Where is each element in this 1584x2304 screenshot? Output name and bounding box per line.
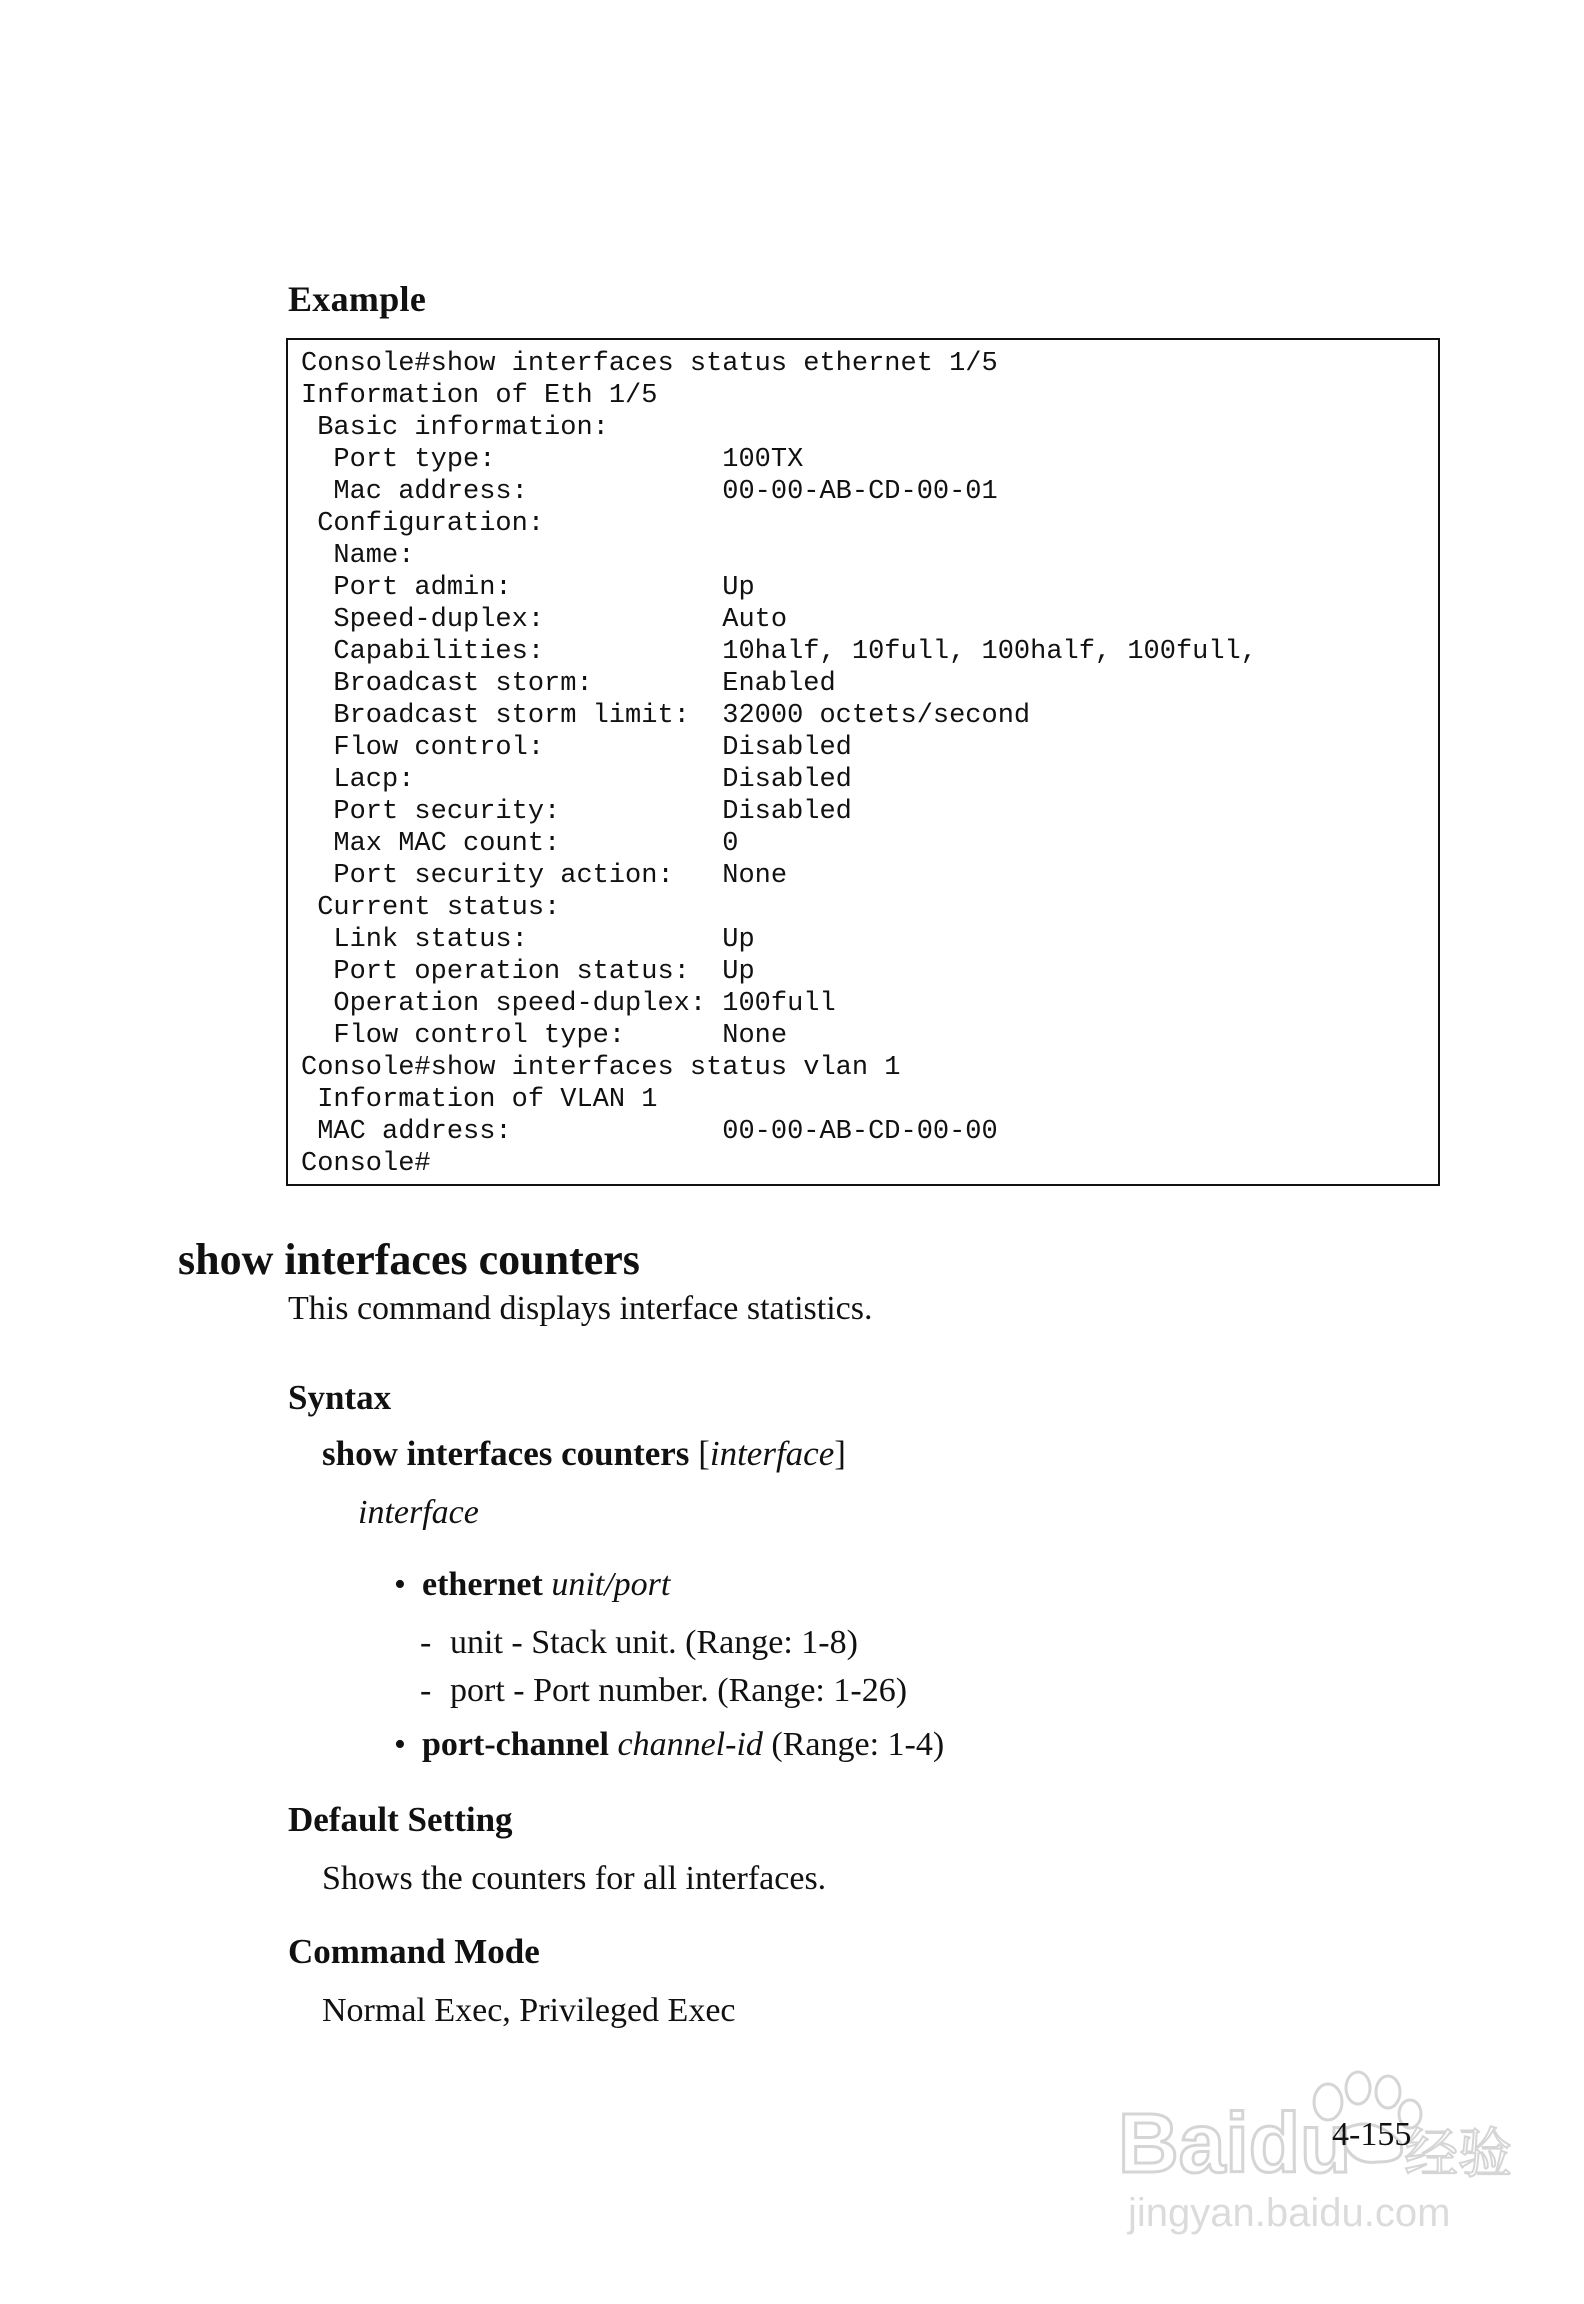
watermark-suffix: 经验	[1404, 2124, 1512, 2184]
watermark-url: jingyan.baidu.com	[1128, 2191, 1451, 2235]
command-mode-heading: Command Mode	[288, 1932, 540, 1971]
default-setting-heading: Default Setting	[288, 1800, 513, 1839]
bullet-ethernet	[394, 1566, 670, 1604]
bullet-keyword: port-channel	[422, 1726, 609, 1763]
code-line: Configuration:	[301, 509, 545, 539]
bullet-arg: channel-id	[617, 1726, 763, 1763]
sub-item-unit	[420, 1624, 858, 1662]
bullet-arg: unit/port	[551, 1566, 671, 1603]
code-line: Mac address: 00-00-AB-CD-00-01	[301, 477, 998, 507]
sub-item-port	[420, 1672, 907, 1710]
code-example-box	[286, 338, 1440, 1186]
code-line: Flow control: Disabled	[301, 733, 852, 763]
syntax-close-bracket: ]	[834, 1434, 846, 1473]
section-title: show interfaces counters	[178, 1235, 640, 1284]
code-line: Current status:	[301, 893, 561, 923]
code-line: Port security: Disabled	[301, 797, 852, 827]
syntax-param: interface	[709, 1434, 835, 1473]
syntax-open-bracket: [	[698, 1434, 710, 1473]
bullet-icon: •	[394, 1566, 406, 1603]
default-setting-text: Shows the counters for all interfaces.	[322, 1860, 827, 1897]
code-line: Flow control type: None	[301, 1021, 788, 1051]
syntax-heading: Syntax	[288, 1378, 392, 1417]
param-label: interface	[358, 1494, 479, 1531]
section-description: This command displays interface statistics.	[288, 1290, 873, 1327]
code-line: Port operation status: Up	[301, 957, 755, 987]
code-line: Link status: Up	[301, 925, 755, 955]
example-heading: Example	[288, 279, 427, 319]
page-number: 4-155	[1332, 2116, 1412, 2153]
code-lines	[301, 348, 1438, 1180]
syntax-command: show interfaces counters	[322, 1434, 690, 1473]
code-line: Name:	[301, 541, 415, 571]
code-line: Max MAC count: 0	[301, 829, 739, 859]
code-line: Port type: 100TX	[301, 445, 804, 475]
command-mode-text: Normal Exec, Privileged Exec	[322, 1992, 736, 2029]
bullet-icon: •	[394, 1726, 406, 1763]
code-line: Speed-duplex: Auto	[301, 605, 788, 635]
watermark-brand: Baidu	[1118, 2096, 1352, 2190]
code-line: Broadcast storm: Enabled	[301, 669, 836, 699]
code-line: Information of VLAN 1	[301, 1085, 658, 1115]
code-line: Console#show interfaces status vlan 1	[301, 1053, 901, 1083]
code-line: Console#show interfaces status ethernet 1/5	[301, 349, 998, 379]
syntax-line	[322, 1434, 846, 1474]
code-line: Basic information:	[301, 413, 609, 443]
code-line: Operation speed-duplex: 100full	[301, 989, 836, 1019]
code-line: Port admin: Up	[301, 573, 755, 603]
dash-icon: -	[420, 1624, 432, 1661]
bullet-keyword: ethernet	[422, 1566, 543, 1603]
bullet-suffix: (Range: 1-4)	[762, 1726, 945, 1763]
dash-icon: -	[420, 1672, 432, 1709]
baidu-watermark-logo	[1108, 2062, 1512, 2242]
sub-item-text: unit - Stack unit. (Range: 1-8)	[450, 1624, 858, 1661]
code-line: Console#	[301, 1149, 431, 1179]
sub-item-text: port - Port number. (Range: 1-26)	[450, 1672, 908, 1709]
code-line: Information of Eth 1/5	[301, 381, 658, 411]
code-line: MAC address: 00-00-AB-CD-00-00	[301, 1117, 998, 1147]
bullet-port-channel	[394, 1726, 944, 1764]
code-line: Port security action: None	[301, 861, 788, 891]
code-line: Capabilities: 10half, 10full, 100half, 100full,	[301, 637, 1257, 667]
code-line: Broadcast storm limit: 32000 octets/second	[301, 701, 1031, 731]
code-line: Lacp: Disabled	[301, 765, 852, 795]
